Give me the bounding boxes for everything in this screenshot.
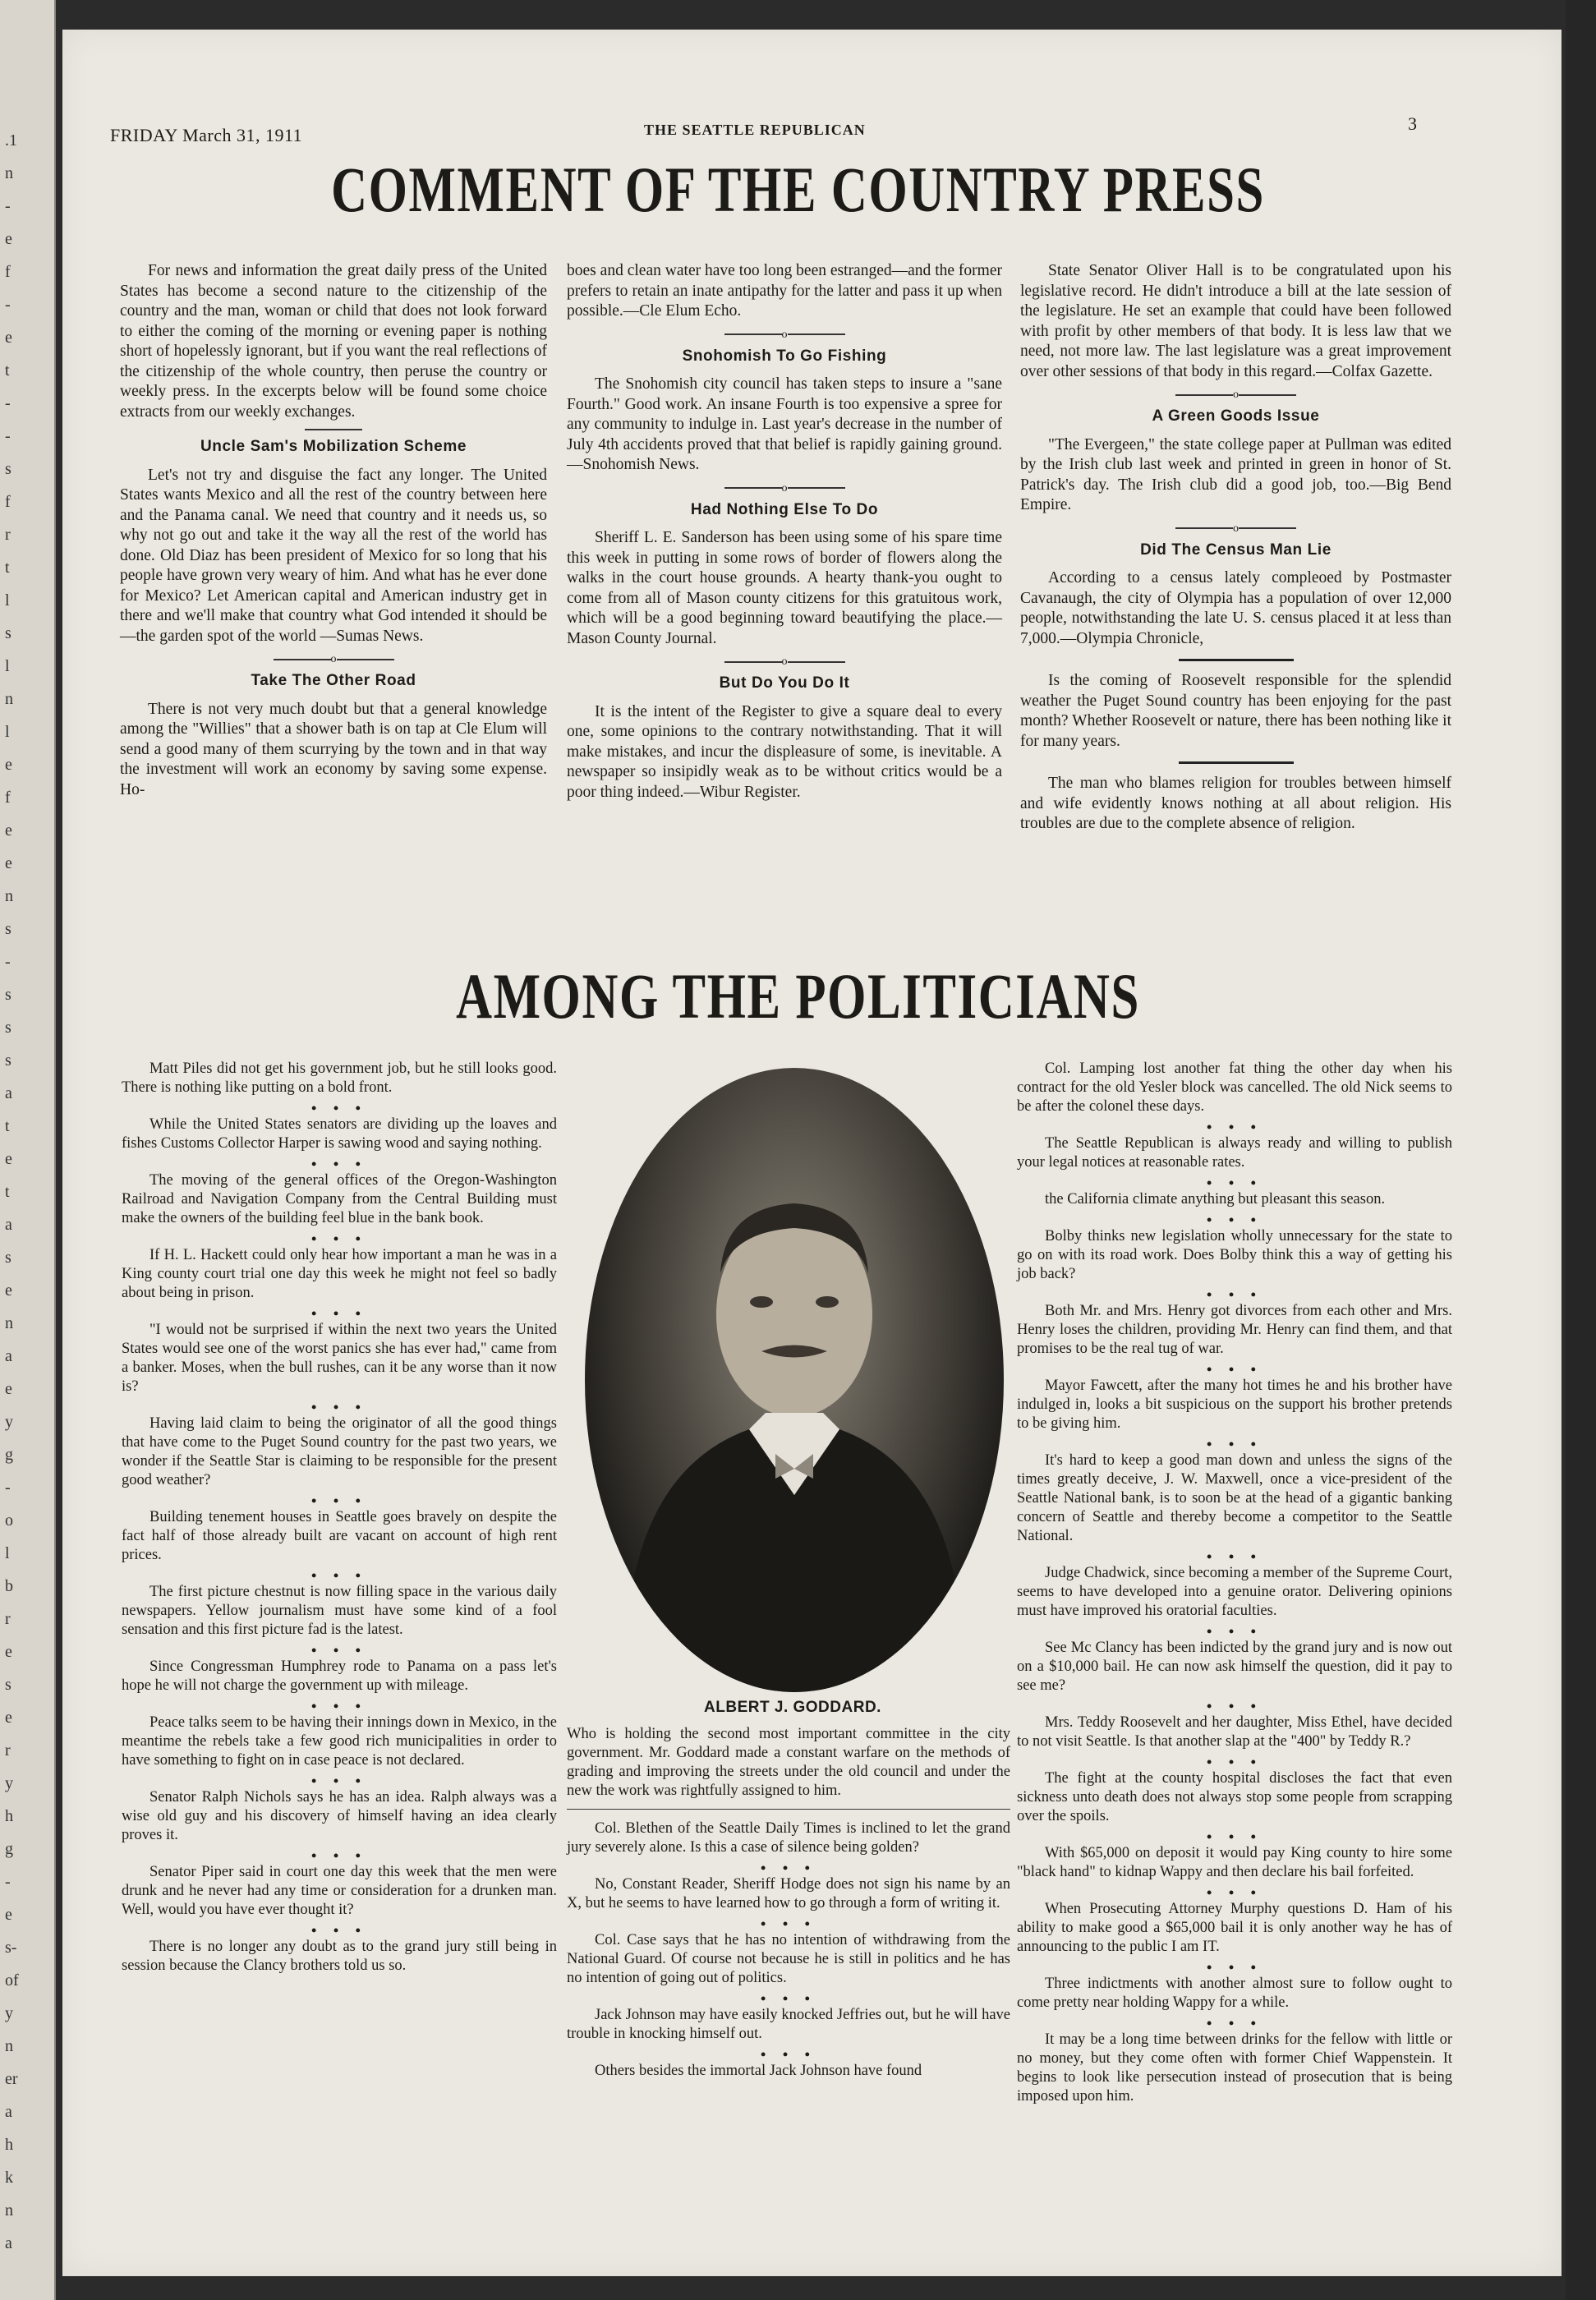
item-separator: • • • bbox=[311, 1230, 367, 1247]
adjacent-page-fragment: s bbox=[5, 986, 11, 1004]
divider bbox=[1179, 659, 1294, 661]
divider: o bbox=[567, 329, 1002, 342]
adjacent-page-fragment: e bbox=[5, 1906, 12, 1924]
adjacent-page-fragment: y bbox=[5, 2004, 13, 2022]
paragraph-item: There is no longer any doubt as to the grand jury still being in session because the Clancy brothers told us so. bbox=[122, 1939, 557, 1974]
adjacent-page-fragment: n bbox=[5, 690, 13, 708]
divider: o bbox=[120, 653, 547, 666]
paragraph-item: Senator Piper said in court one day this week that the men were drunk and he never had any time or consideration for a drunken man. Well, would you have ever thought it? bbox=[122, 1864, 557, 1918]
paragraph-item: the California climate anything but pleasant this season. bbox=[1045, 1191, 1386, 1208]
item-separator: • • • bbox=[1207, 1286, 1263, 1303]
item-separator: • • • bbox=[311, 1493, 367, 1509]
adjacent-page-fragment: b bbox=[5, 1577, 13, 1595]
adjacent-page-fragment: e bbox=[5, 1643, 12, 1661]
item-separator: • • • bbox=[311, 1100, 367, 1116]
header-date: FRIDAY March 31, 1911 bbox=[110, 125, 303, 145]
adjacent-page-fragment: s bbox=[5, 1051, 11, 1070]
adjacent-page-fragment: y bbox=[5, 1774, 13, 1792]
adjacent-page-fragment: - bbox=[5, 296, 11, 314]
adjacent-page-fragment: f bbox=[5, 789, 11, 807]
paragraph-item: "I would not be surprised if within the next two years the United States would see one of the worst panics she has ever had," came from a banker. Moses, when the bull rushes, can it be any worse than it now is? bbox=[122, 1322, 557, 1395]
adjacent-page-fragment: f bbox=[5, 493, 11, 511]
paragraph-item: The Seattle Republican is always ready and willing to publish your legal notices at reasonable rates. bbox=[1017, 1135, 1452, 1171]
item-separator: • • • bbox=[311, 1773, 367, 1789]
adjacent-page-fragment: a bbox=[5, 2103, 12, 2121]
divider: o bbox=[567, 656, 1002, 669]
article-paragraph: boes and clean water have too long been estranged—and the former prefers to retain an inate antipathy for the latter and pass it up when possible.—Cle Elum Echo. bbox=[567, 262, 1002, 320]
adjacent-page-fragment: - bbox=[5, 197, 11, 215]
article-paragraph: "The Evergeen," the state college paper at Pullman was edited by the Irish club last week and printed in green in honor of St. Patrick's day. The Irish club did a good job, too.—Big Bend Empire. bbox=[1020, 435, 1451, 513]
paragraph-item: It may be a long time between drinks for the fellow with little or no money, but they come often with former Chief Wappenstein. It begins to look like persecution instead of prosecution that is being imposed upon him. bbox=[1017, 2031, 1452, 2104]
adjacent-page-fragment: .1 bbox=[5, 131, 17, 150]
paragraph-item: No, Constant Reader, Sheriff Hodge does not sign his name by an X, but he seems to have learned how to go through a form of writing it. bbox=[567, 1876, 1010, 1911]
paragraph-item: Mrs. Teddy Roosevelt and her daughter, Miss Ethel, have decided to not visit Seattle. Is that another slap at the "400" by Teddy R.? bbox=[1017, 1714, 1452, 1750]
adjacent-page-fragment: s- bbox=[5, 1939, 17, 1957]
adjacent-page-fragment: n bbox=[5, 2201, 13, 2220]
adjacent-page-fragment: er bbox=[5, 2070, 18, 2088]
adjacent-page-fragment: n bbox=[5, 1314, 13, 1332]
article-paragraph: Is the coming of Roosevelt responsible for the splendid weather the Puget Sound country has been enjoying for the past month? Whether Roosevelt or nature, there has been nothing like it for many years. bbox=[1020, 672, 1451, 750]
adjacent-page-fragment: e bbox=[5, 854, 12, 872]
article-paragraph: Sheriff L. E. Sanderson has been using some of his spare time this week in putting in some rows of border of flowers along the walks in the court house grounds. A hearty thank-you ought to come from all of Mason county citizens for this gratuitous work, which will be a good beginning toward beautifying the place.—Mason County Journal. bbox=[567, 529, 1002, 647]
adjacent-page-fragment: - bbox=[5, 1873, 11, 1891]
item-separator: • • • bbox=[1207, 1175, 1263, 1191]
item-separator: • • • bbox=[1207, 1212, 1263, 1228]
portrait-caption: ALBERT J. GODDARD. bbox=[704, 1699, 881, 1716]
adjacent-page-fragment: e bbox=[5, 821, 12, 840]
paragraph-item: It's hard to keep a good man down and unless the signs of the times greatly deceive, J. W. Maxwell, once a vice-president of the Seattle National bank, is to soon be at the head of a gigantic banking concern of Seattle and thereby become a competitor to the Seattle National. bbox=[1017, 1452, 1452, 1544]
paragraph-item: The first picture chestnut is now filling space in the various daily newspapers. Yellow journalism must have some kind of a fool sensation and this first picture fad is the latest. bbox=[122, 1584, 557, 1638]
adjacent-page-fragment: n bbox=[5, 2037, 13, 2055]
adjacent-page-fragment: n bbox=[5, 887, 13, 905]
country-press-column-3 bbox=[1020, 261, 1451, 841]
adjacent-page-fragment: r bbox=[5, 526, 11, 544]
divider: o bbox=[567, 482, 1002, 495]
adjacent-page-fragment: e bbox=[5, 230, 12, 248]
paragraph-item: Col. Lamping lost another fat thing the other day when his contract for the old Yesler block was cancelled. The old Nick seems to be after the colonel these days. bbox=[1017, 1060, 1452, 1115]
adjacent-page-fragment: s bbox=[5, 1019, 11, 1037]
adjacent-page-fragment: a bbox=[5, 1084, 12, 1102]
item-separator: • • • bbox=[311, 1156, 367, 1172]
paragraph-item: The fight at the county hospital discloses the fact that even sickness unto death does not always stop some people from scrapping over the spoils. bbox=[1017, 1770, 1452, 1824]
paragraph-item: Who is holding the second most important committee in the city government. Mr. Goddard made a constant warfare on the methods of grading and improving the streets under the old council and under the new the work was rightfully assigned to him. bbox=[567, 1726, 1010, 1799]
item-separator: • • • bbox=[1207, 1548, 1263, 1565]
item-separator: • • • bbox=[1207, 1828, 1263, 1845]
adjacent-page-fragment: - bbox=[5, 394, 11, 412]
adjacent-page-fragment: - bbox=[5, 427, 11, 445]
paragraph-item: See Mc Clancy has been indicted by the grand jury and is now out on a $10,000 bail. He can now ask himself the question, did it pay to see me? bbox=[1017, 1640, 1452, 1694]
paragraph-item: When Prosecuting Attorney Murphy questions D. Ham of his ability to make good a $65,000 bail it is only another way he has of announcing to the public I am IT. bbox=[1017, 1901, 1452, 1955]
divider bbox=[305, 429, 362, 430]
adjacent-page-fragment: s bbox=[5, 460, 11, 478]
paragraph-item: Col. Blethen of the Seattle Daily Times is inclined to let the grand jury severely alone. Is this a case of silence being golden? bbox=[567, 1820, 1010, 1856]
adjacent-page-fragment: h bbox=[5, 1807, 13, 1825]
item-separator: • • • bbox=[1207, 2015, 1263, 2031]
adjacent-page-fragment: f bbox=[5, 263, 11, 281]
adjacent-page-fragment: k bbox=[5, 2169, 13, 2187]
item-separator: • • • bbox=[1207, 1119, 1263, 1135]
paragraph-item: Building tenement houses in Seattle goes bravely on despite the fact half of those already built are vacant on account of high rent prices. bbox=[122, 1509, 557, 1563]
adjacent-page-fragment: t bbox=[5, 361, 10, 380]
article-paragraph: There is not very much doubt but that a general knowledge among the "Willies" that a shower bath is on tap at Cle Elum will send a good many of them scurrying by the town and in that way the investment will work an economy by saving some expense. Ho- bbox=[120, 700, 547, 798]
country-press-column-1 bbox=[120, 261, 547, 807]
headline-country-press: COMMENT OF THE COUNTRY PRESS bbox=[331, 154, 1265, 225]
country-press-column-2 bbox=[567, 261, 1002, 809]
header-paper-name: THE SEATTLE REPUBLICAN bbox=[644, 122, 866, 138]
subhead: A Green Goods Issue bbox=[1152, 407, 1320, 425]
adjacent-page-fragment: - bbox=[5, 1479, 11, 1497]
adjacent-page-fragment: e bbox=[5, 329, 12, 347]
item-separator: • • • bbox=[761, 1990, 816, 2007]
adjacent-page-fragment: y bbox=[5, 1413, 13, 1431]
article-paragraph: State Senator Oliver Hall is to be congratulated upon his legislative record. He didn't introduce a bill at the late session of the legislature. He set an example that could have been followed with profit by other members of that body. It is less law that we need, not more law. The last legislature was a great improvement over other sessions of that body in this regard.—Colfax Gazette. bbox=[1020, 262, 1451, 380]
adjacent-page-fragment: r bbox=[5, 1741, 11, 1760]
page-header bbox=[110, 97, 1441, 145]
item-separator: • • • bbox=[311, 1922, 367, 1939]
paragraph-item: While the United States senators are dividing up the loaves and fishes Customs Collector Harper is sawing wood and saying nothing. bbox=[122, 1116, 557, 1152]
article-paragraph: It is the intent of the Register to give a square deal to every one, some opinions to the contrary notwithstanding. That it will make mistakes, and incur the displeasure of some, is inevitable. A newspaper so insipidly weak as to be without critics would be a poor thing indeed.—Wibur Register. bbox=[567, 702, 1002, 801]
paragraph-item: Having laid claim to being the originator of all the good things that have come to the Puget Sound country for the past two years, we wonder if the Seattle Star is claiming to be responsible for the present good weather? bbox=[122, 1415, 557, 1488]
portrait-figure bbox=[585, 1068, 1004, 1692]
paragraph-item: Jack Johnson may have easily knocked Jeffries out, but he will have trouble in knocking himself out. bbox=[567, 2007, 1010, 2042]
item-separator: • • • bbox=[311, 1698, 367, 1714]
item-separator: • • • bbox=[311, 1305, 367, 1322]
paragraph-item: Peace talks seem to be having their innings down in Mexico, in the meantime the rebels take a few good rich municipalities in order to have something to fight on in case peace is not declared. bbox=[122, 1714, 557, 1769]
item-separator: • • • bbox=[1207, 1698, 1263, 1714]
item-separator: • • • bbox=[761, 1916, 816, 1932]
item-separator: • • • bbox=[761, 1860, 816, 1876]
adjacent-page-strip bbox=[0, 0, 56, 2300]
adjacent-page-fragment: e bbox=[5, 1150, 12, 1168]
adjacent-page-fragment: l bbox=[5, 723, 10, 741]
item-separator: • • • bbox=[311, 1642, 367, 1658]
paragraph-item: The moving of the general offices of the Oregon-Washington Railroad and Navigation Company from the Central Building must make the owners of the building feel blue in the bank book. bbox=[122, 1172, 557, 1226]
item-separator: • • • bbox=[311, 1567, 367, 1584]
article-paragraph: According to a census lately compleoed by Postmaster Cavanaugh, the city of Olympia has a population of over 12,000 people, notwithstanding the late U. S. census placed it at less than 7,000.—Olympia Chronicle, bbox=[1020, 569, 1451, 647]
paragraph-item: Judge Chadwick, since becoming a member of the Supreme Court, seems to have developed into a genuine orator. Delivering opinions must have improved his oratorial faculties. bbox=[1017, 1565, 1452, 1619]
item-separator: • • • bbox=[1207, 1754, 1263, 1770]
header-page-number: 3 bbox=[1408, 113, 1417, 134]
adjacent-page-fragment: s bbox=[5, 624, 11, 642]
intro-paragraph: For news and information the great daily press of the United States has become a second nature to the citizenship of the country and the man, woman or child that does not look forward to either the coming of the morning or evening paper is nothing short of hopelessly ignorant, but if you want the real reflections of the citizenship of the whole country, then peruse the country or weekly press. In the excerpts below will be found some choice extracts from our weekly exchanges. bbox=[120, 262, 547, 421]
adjacent-page-fragment: s bbox=[5, 1249, 11, 1267]
divider bbox=[1179, 761, 1294, 764]
article-paragraph: Let's not try and disguise the fact any longer. The United States wants Mexico and all the rest of the country between here and the Panama canal. We need that country and it needs us, so why not go out and take it the way all the rest of the world has done. Old Diaz has been president of Mexico for so long that his people have grown very weary of him. And what has he ever done for Mexico? Let American capital and American industry get in there and we'll make that country what God intended it should be—the garden spot of the world —Sumas News. bbox=[120, 466, 547, 645]
article-paragraph: The man who blames religion for troubles between himself and wife evidently knows nothing at all about religion. His troubles are due to the complete absence of religion. bbox=[1020, 775, 1451, 832]
subhead: Had Nothing Else To Do bbox=[690, 500, 879, 518]
adjacent-page-fragment: g bbox=[5, 1840, 13, 1858]
item-separator: • • • bbox=[1207, 1623, 1263, 1640]
paragraph-item: Senator Ralph Nichols says he has an idea. Ralph always was a wise old guy and his discovery of himself having an idea clearly proves it. bbox=[122, 1789, 557, 1843]
subhead: Snohomish To Go Fishing bbox=[682, 347, 887, 365]
headline-politicians: AMONG THE POLITICIANS bbox=[456, 960, 1140, 1032]
item-separator: • • • bbox=[761, 2046, 816, 2063]
portrait-photo bbox=[585, 1068, 1004, 1692]
adjacent-page-fragment: s bbox=[5, 920, 11, 938]
adjacent-page-fragment: e bbox=[5, 1281, 12, 1300]
politicians-column-3 bbox=[1017, 1060, 1452, 2111]
paragraph-item: Since Congressman Humphrey rode to Panama on a pass let's hope he will not charge the government up with mileage. bbox=[122, 1658, 557, 1694]
adjacent-page-fragment: r bbox=[5, 1610, 11, 1628]
adjacent-page-fragment: of bbox=[5, 1971, 19, 1990]
subhead: Did The Census Man Lie bbox=[1140, 540, 1332, 559]
adjacent-page-fragment: l bbox=[5, 591, 10, 610]
paragraph-item: Bolby thinks new legislation wholly unnecessary for the state to go on with its road work. Does Bolby think this a way of getting his job back? bbox=[1017, 1228, 1452, 1282]
divider: o bbox=[1020, 522, 1451, 536]
adjacent-page-fragment: l bbox=[5, 1544, 10, 1562]
paragraph-item: Others besides the immortal Jack Johnson have found bbox=[595, 2063, 922, 2079]
adjacent-page-fragment: a bbox=[5, 1216, 12, 1234]
item-separator: • • • bbox=[1207, 1436, 1263, 1452]
article-paragraph: The Snohomish city council has taken steps to insure a "sane Fourth." Good work. An insane Fourth is too expensive a spree for any community to indulge in. Last year's decrease in the number of July 4th accidents proved that that belief is rapidly gaining ground.—Snohomish News. bbox=[567, 375, 1002, 473]
adjacent-page-fragment: o bbox=[5, 1511, 13, 1530]
adjacent-page-fragment: t bbox=[5, 559, 10, 577]
adjacent-page-fragment: - bbox=[5, 953, 11, 971]
paragraph-item: Matt Piles did not get his government job, but he still looks good. There is nothing like putting on a bold front. bbox=[122, 1060, 557, 1096]
divider: o bbox=[1020, 389, 1451, 402]
adjacent-page-fragment: l bbox=[5, 657, 10, 675]
subhead: Uncle Sam's Mobilization Scheme bbox=[200, 438, 467, 455]
politicians-column-2 bbox=[567, 1725, 1010, 2086]
paragraph-item: With $65,000 on deposit it would pay King county to hire some "black hand" to kidnap Wappy and then declare his bail forfeited. bbox=[1017, 1845, 1452, 1880]
adjacent-page-fragment: a bbox=[5, 2234, 12, 2252]
adjacent-page-fragment: s bbox=[5, 1676, 11, 1694]
adjacent-page-fragment: t bbox=[5, 1183, 10, 1201]
adjacent-page-fragment: g bbox=[5, 1446, 13, 1464]
paragraph-item: Both Mr. and Mrs. Henry got divorces from each other and Mrs. Henry loses the children, providing Mr. Henry can find them, and that promises to be the real tug of war. bbox=[1017, 1303, 1452, 1357]
item-separator: • • • bbox=[311, 1399, 367, 1415]
paragraph-item: Mayor Fawcett, after the many hot times he and his brother have indulged in, looks a bit suspicious on the support his brother pretends to be giving him. bbox=[1017, 1378, 1452, 1432]
subhead: Take The Other Road bbox=[251, 672, 416, 689]
item-separator: • • • bbox=[1207, 1884, 1263, 1901]
adjacent-page-fragment: e bbox=[5, 1709, 12, 1727]
paragraph-item: Col. Case says that he has no intention of withdrawing from the National Guard. Of course not because he is still in politics and he has no intention of going out of politics. bbox=[567, 1932, 1010, 1986]
adjacent-page-fragment: t bbox=[5, 1117, 10, 1135]
subhead: But Do You Do It bbox=[719, 674, 850, 692]
adjacent-page-fragment: e bbox=[5, 756, 12, 774]
item-separator: • • • bbox=[311, 1847, 367, 1864]
adjacent-page-fragment: h bbox=[5, 2136, 13, 2154]
adjacent-page-fragment: n bbox=[5, 164, 13, 182]
paragraph-item: If H. L. Hackett could only hear how important a man he was in a King county court trial one day this week he might not feel so badly about being in prison. bbox=[122, 1247, 557, 1301]
scan-edge bbox=[1566, 0, 1596, 2300]
adjacent-page-fragment: e bbox=[5, 1380, 12, 1398]
item-separator: • • • bbox=[1207, 1959, 1263, 1976]
item-separator: • • • bbox=[1207, 1361, 1263, 1378]
politicians-column-1 bbox=[122, 1060, 557, 1980]
paragraph-item: Three indictments with another almost sure to follow ought to come pretty near holding Wappy for a while. bbox=[1017, 1976, 1452, 2011]
divider bbox=[567, 1809, 1010, 1810]
adjacent-page-fragment: a bbox=[5, 1347, 12, 1365]
